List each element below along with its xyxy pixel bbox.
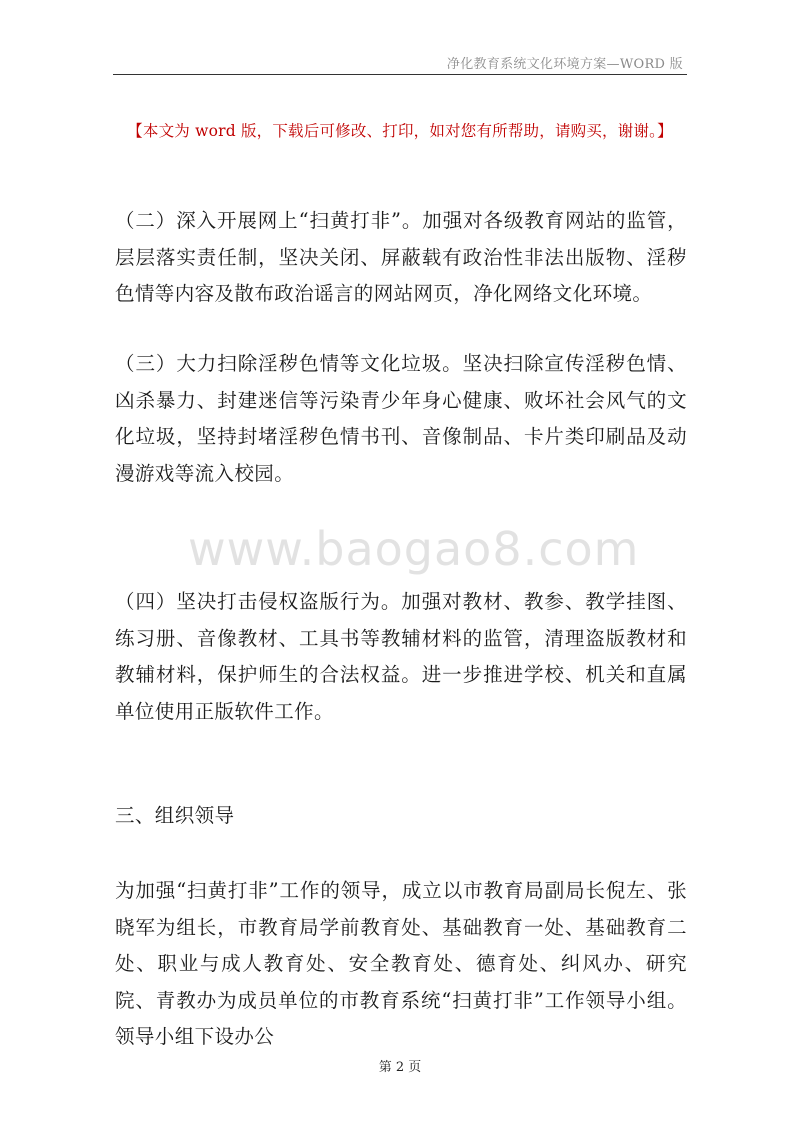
watermark: www.baogao8.com bbox=[188, 522, 640, 576]
header-divider bbox=[113, 74, 687, 75]
paragraph-section-4: （四）坚决打击侵权盗版行为。加强对教材、教参、教学挂图、练习册、音像教材、工具书等教辅材料的监管，清理盗版教材和教辅材料，保护师生的合法权益。进一步推进学校、机关和直属单位使用正版软件工作。 bbox=[115, 590, 687, 723]
paragraph-section-2: （二）深入开展网上“扫黄打非”。加强对各级教育网站的监管，层层落实责任制，坚决关闭、屏蔽载有政治性非法出版物、淫秽色情等内容及散布政治谣言的网站网页，净化网络文化环境。 bbox=[115, 209, 687, 305]
paragraph-organization: 为加强“扫黄打非”工作的领导，成立以市教育局副局长倪左、张晓军为组长，市教育局学前教育处、基础教育一处、基础教育二处、职业与成人教育处、安全教育处、德育处、纠风办、研究院、青教办为成员单位的市教育系统“扫黄打非”工作领导小组。领导小组下设办公 bbox=[115, 879, 687, 1048]
page-number: 第 2 页 bbox=[378, 1060, 422, 1075]
running-header-title: 净化教育系统文化环境方案—WORD 版 bbox=[446, 57, 683, 72]
purchase-notice: 【本文为 word 版，下载后可修改、打印，如对您有所帮助，请购买，谢谢。】 bbox=[127, 122, 673, 140]
section-heading-organization: 三、组织领导 bbox=[115, 804, 235, 827]
paragraph-section-3: （三）大力扫除淫秽色情等文化垃圾。坚决扫除宣传淫秽色情、凶杀暴力、封建迷信等污染青少年身心健康、败坏社会风气的文化垃圾，坚持封堵淫秽色情书刊、音像制品、卡片类印刷品及动漫游戏等流入校园。 bbox=[115, 352, 687, 485]
